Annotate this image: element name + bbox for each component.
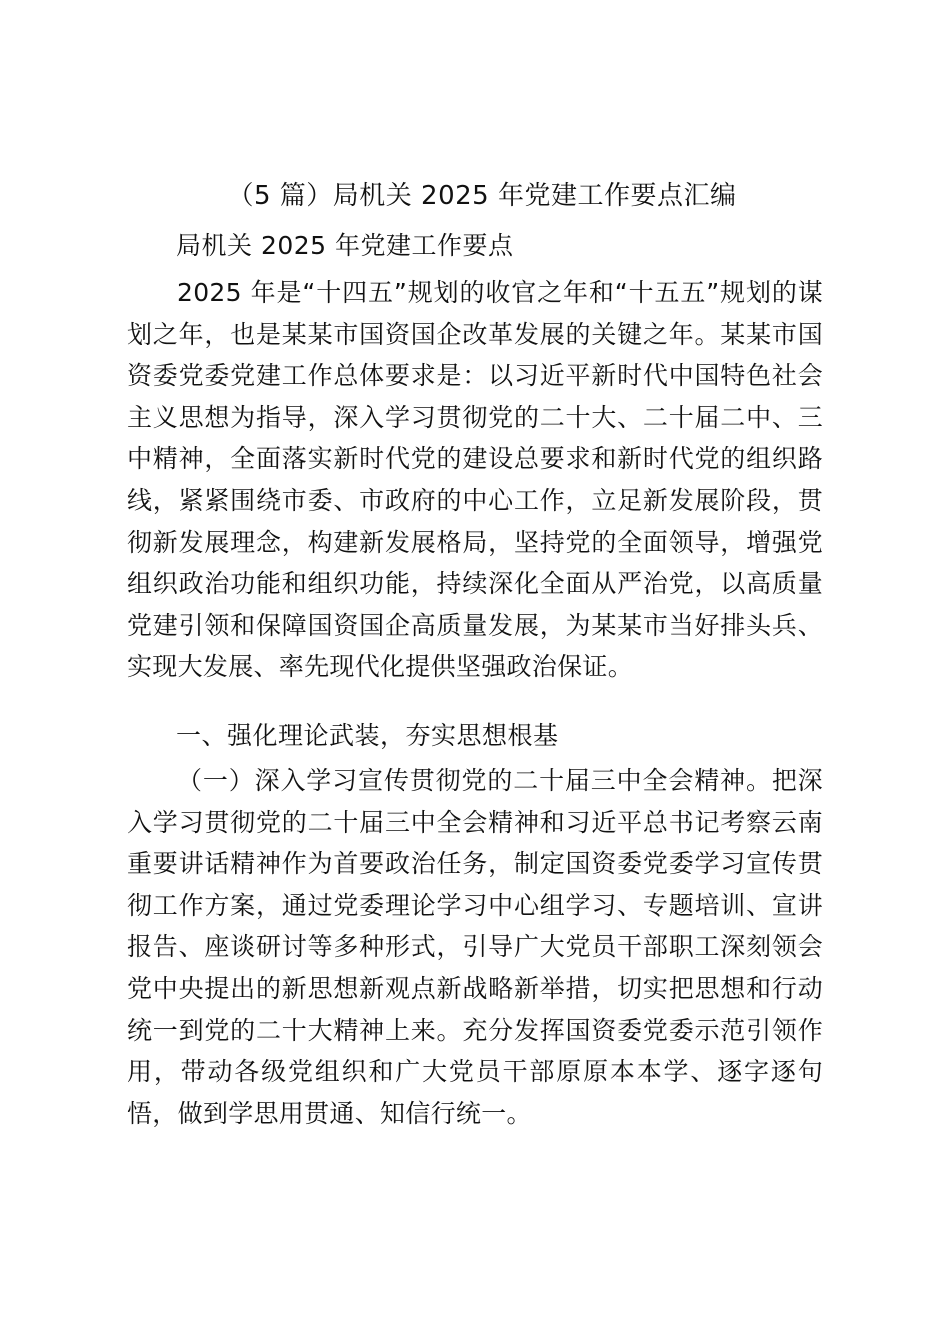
document-subtitle: 局机关 2025 年党建工作要点	[176, 231, 514, 260]
document-title: （5 篇）局机关 2025 年党建工作要点汇编	[227, 181, 737, 211]
paragraph-intro: 2025 年是“十四五”规划的收官之年和“十五五”规划的谋划之年，也是某某市国资国企改革发展的关键之年。某某市国资委党委党建工作总体要求是：以习近平新时代中国特色社会主义思想为指导，深入学习贯彻党的二十大、二十届二中、三中精神，全面落实新时代党的建设总要求和新时代党的组织路线，紧紧围绕市委、市政府的中心工作，立足新发展阶段，贯彻新发展理念，构建新发展格局，坚持党的全面领导，增强党组织政治功能和组织功能，持续深化全面从严治党，以高质量党建引领和保障国资国企高质量发展，为某某市当好排头兵、实现大发展、率先现代化提供坚强政治保证。	[127, 278, 823, 682]
paragraph-section-1-1: （一）深入学习宣传贯彻党的二十届三中全会精神。把深入学习贯彻党的二十届三中全会精神和习近平总书记考察云南重要讲话精神作为首要政治任务，制定国资委党委学习宣传贯彻工作方案，通过党委理论学习中心组学习、专题培训、宣讲报告、座谈研讨等多种形式，引导广大党员干部职工深刻领会党中央提出的新思想新观点新战略新举措，切实把思想和行动统一到党的二十大精神上来。充分发挥国资委党委示范引领作用，带动各级党组织和广大党员干部原原本本学、逐字逐句悟，做到学思用贯通、知信行统一。	[127, 766, 823, 1128]
section-heading-1: 一、强化理论武装，夯实思想根基	[176, 721, 559, 750]
